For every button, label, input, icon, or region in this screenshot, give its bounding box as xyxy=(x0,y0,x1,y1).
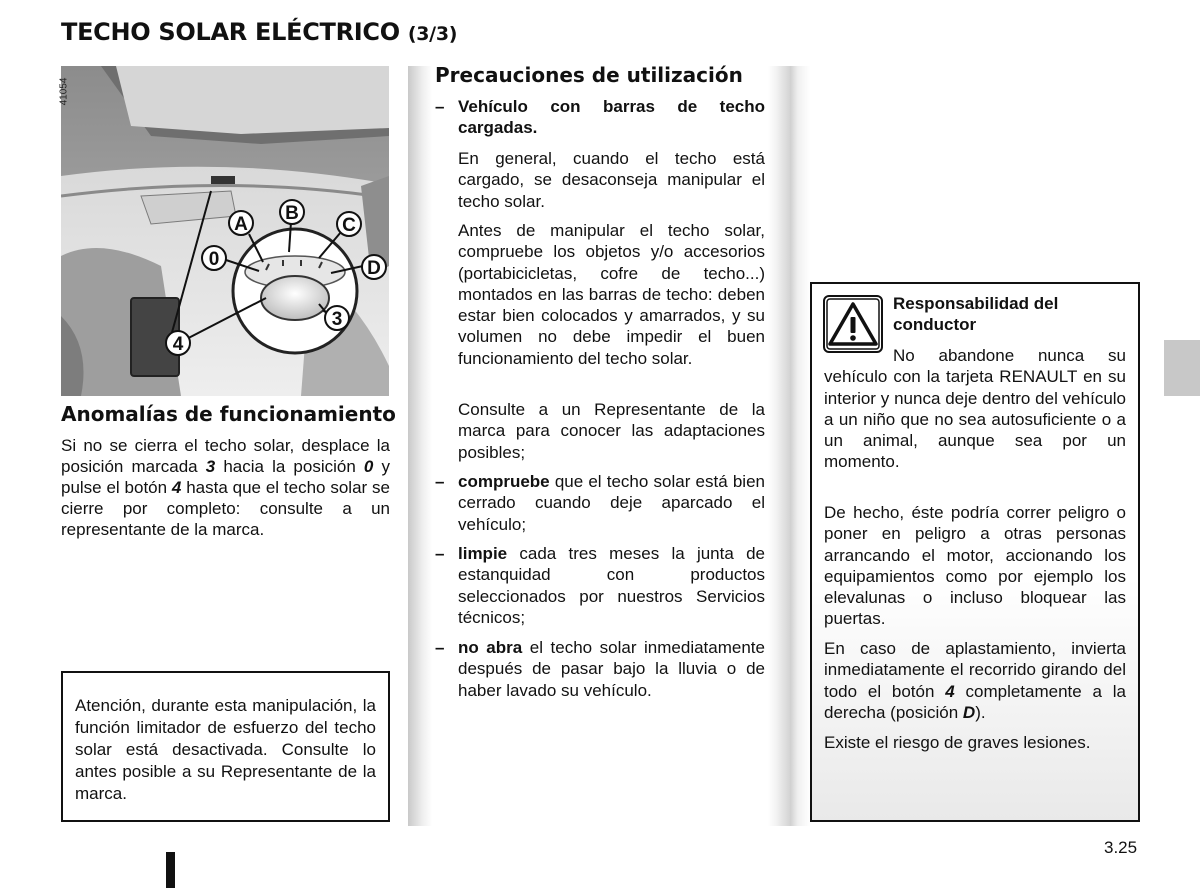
warning-paragraph-2: De hecho, éste podría correr peligro o poner en peligro a otras personas arrancando el motor, accionando los equipamientos como por ejemplo los elevalunas o incluso bloquear las puertas. xyxy=(824,503,1126,629)
anomalias-text-4: hasta que el techo solar se cierre por completo: consulte a un representante de la marca. xyxy=(61,478,390,539)
warning-p3-text-2: completamente a la derecha (posición xyxy=(824,681,1126,722)
warning-paragraph-4: Existe el riesgo de graves lesiones. xyxy=(824,733,1091,752)
precaution-clean-bold: limpie xyxy=(458,544,508,563)
warning-title: Responsabilidad del conductor xyxy=(893,294,1059,334)
list-dash: – xyxy=(435,472,445,491)
callout-d-label: D xyxy=(367,258,381,279)
list-dash: – xyxy=(435,97,445,116)
precaution-no-open-bold: no abra xyxy=(458,638,523,657)
sunroof-interior-drawing xyxy=(61,66,389,396)
precaution-check-text: que el techo solar está bien cerrado cuando deje aparcado el vehículo; xyxy=(458,472,765,534)
attention-note xyxy=(61,671,390,822)
button-4-ref: 4 xyxy=(171,478,182,497)
callout-b-label: B xyxy=(285,203,299,224)
warning-button-4-ref: 4 xyxy=(945,681,955,701)
position-0-ref: 0 xyxy=(363,457,374,476)
precaution-item-clean xyxy=(435,543,765,628)
callout-c xyxy=(337,212,361,236)
precaution-no-open-text: el techo solar inmediatamente después de pasar bajo la lluvia o de haber lavado su vehículo. xyxy=(458,638,765,700)
callout-three xyxy=(325,306,349,330)
precaution-roof-bars-title: Vehículo con barras de techo cargadas. xyxy=(458,97,765,138)
anomalias-paragraph xyxy=(61,435,390,540)
warning-p3-text-3: ). xyxy=(975,702,986,722)
warning-paragraph-1: No abandone nunca su vehículo con la tarjeta RENAULT en su interior y nunca deje dentro del vehículo a un niño que no sea autosuficiente o a un animal, aunque sea por un momento. xyxy=(824,346,1126,472)
warning-paragraph-3 xyxy=(824,638,1126,723)
callout-four-label: 4 xyxy=(172,334,184,355)
precaution-item-check xyxy=(435,471,765,535)
precaution-clean-text: cada tres meses la junta de estanquidad con productos seleccionados por nuestros Servicios técnicos; xyxy=(458,544,765,627)
page-title-suffix: (3/3) xyxy=(407,23,458,45)
warning-p3-text-1: En caso de aplastamiento, invierta inmediatamente el recorrido girando del todo el botón xyxy=(824,639,1126,701)
callout-three-label: 3 xyxy=(331,309,343,330)
page-title-text: TECHO SOLAR ELÉCTRICO xyxy=(61,18,400,46)
anomalias-text-3: y pulse el botón xyxy=(61,457,391,497)
sunroof-control-illustration xyxy=(61,66,389,396)
anomalias-text-2: hacia la posición xyxy=(215,457,364,476)
precaution-item-roof-bars xyxy=(435,96,765,139)
list-dash: – xyxy=(435,638,445,657)
callout-d xyxy=(362,255,386,279)
callout-c-label: C xyxy=(342,215,356,236)
callout-zero xyxy=(202,246,226,270)
figure-id xyxy=(58,72,78,114)
precaution-roof-bars-p3: Consulte a un Representante de la marca para conocer las adaptaciones posibles; xyxy=(458,400,765,462)
callout-a-label: A xyxy=(234,214,248,235)
anomalias-text-1: Si no se cierra el techo solar, desplace la posición marcada xyxy=(61,436,390,476)
precaution-item-no-open xyxy=(435,637,765,701)
print-mark xyxy=(166,852,175,888)
page-number: 3.25 xyxy=(1104,838,1138,857)
callout-b xyxy=(280,200,304,224)
callout-four xyxy=(166,331,190,355)
precaution-check-bold: compruebe xyxy=(458,472,550,491)
precauciones-heading: Precauciones de utilización xyxy=(435,63,743,87)
anomalias-heading: Anomalías de funcionamiento xyxy=(61,402,396,426)
chapter-tab-marker xyxy=(1164,340,1200,396)
precaution-roof-bars-p2: Antes de manipular el techo solar, compruebe los objetos y/o accesorios (portabicicletas, cofre de techo...) montados en las barras de techo: deben estar bien colocados y amarrados, y su volumen no debe impedir el buen funcionamiento del techo solar. xyxy=(458,221,765,368)
callout-a xyxy=(229,211,253,235)
page-title xyxy=(61,18,457,46)
callout-zero-label: 0 xyxy=(208,249,220,270)
figure-id-text: 41054 xyxy=(58,77,70,106)
attention-note-text: Atención, durante esta manipulación, la función limitador de esfuerzo del techo solar está desactivada. Consulte lo antes posible a su Representante de la marca. xyxy=(75,696,376,803)
position-3-ref: 3 xyxy=(205,457,216,476)
list-dash: – xyxy=(435,544,445,563)
precaution-roof-bars-p1: En general, cuando el techo está cargado, se desaconseja manipular el techo solar. xyxy=(458,149,765,211)
warning-position-d-ref: D xyxy=(962,702,976,722)
